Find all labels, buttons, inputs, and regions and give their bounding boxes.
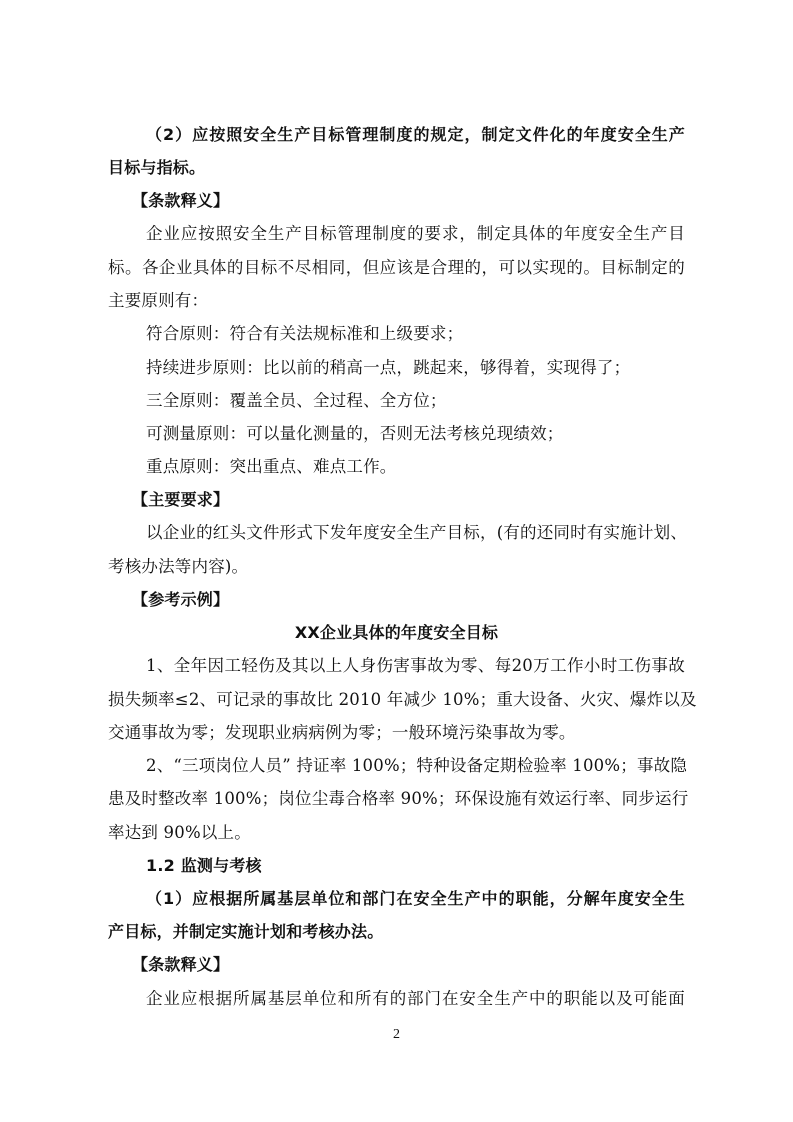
clause-1-line-2: 产目标，并制定实施计划和考核办法。: [108, 922, 384, 941]
interpretation-line-1: 企业应按照安全生产目标管理制度的要求，制定具体的年度安全生产目: [146, 224, 685, 243]
interpretation-heading: 【条款释义】: [132, 191, 230, 210]
interpretation-heading: 【条款释义】: [132, 955, 230, 974]
clause-1-line-1: （1）应根据所属基层单位和部门在安全生产中的职能，分解年度安全生: [146, 889, 685, 908]
requirements-heading: 【主要要求】: [132, 490, 230, 509]
interpretation-line: 企业应根据所属基层单位和所有的部门在安全生产中的职能以及可能面: [146, 989, 685, 1008]
example-item-2-line-2: 患及时整改率 100%；岗位尘毒合格率 90%；环保设施有效运行率、同步运行: [108, 789, 689, 808]
principle-item: 持续进步原则：比以前的稍高一点，跳起来，够得着，实现得了；: [146, 358, 631, 377]
clause-2-line-1: （2）应按照安全生产目标管理制度的规定，制定文件化的年度安全生产: [146, 125, 685, 144]
example-heading: 【参考示例】: [132, 590, 230, 609]
principle-item: 重点原则：突出重点、难点工作。: [146, 457, 397, 476]
example-title: XX企业具体的年度安全目标: [294, 623, 499, 642]
interpretation-line-3: 主要原则有：: [108, 291, 209, 310]
page-number: 2: [393, 1027, 400, 1042]
principle-item: 三全原则：覆盖全员、全过程、全方位；: [146, 391, 447, 410]
requirements-line-2: 考核办法等内容)。: [108, 557, 249, 576]
example-item-1-line-1: 1、全年因工轻伤及其以上人身伤害事故为零、每20万工作小时工伤事故: [146, 656, 685, 675]
interpretation-line-2: 标。各企业具体的目标不尽相同，但应该是合理的，可以实现的。目标制定的: [108, 258, 685, 277]
example-item-1-line-2: 损失频率≤2、可记录的事故比 2010 年减少 10%；重大设备、火灾、爆炸以及: [108, 690, 697, 709]
principle-item: 可测量原则：可以量化测量的，否则无法考核兑现绩效；: [146, 424, 564, 443]
requirements-line-1: 以企业的红头文件形式下发年度安全生产目标，(有的还同时有实施计划、: [146, 523, 688, 542]
section-heading: 1.2 监测与考核: [146, 856, 262, 875]
example-item-1-line-3: 交通事故为零；发现职业病病例为零；一般环境污染事故为零。: [108, 723, 576, 742]
example-item-2-line-1: 2、“三项岗位人员” 持证率 100%；特种设备定期检验率 100%；事故隐: [146, 756, 688, 775]
principle-item: 符合原则：符合有关法规标准和上级要求；: [146, 324, 464, 343]
clause-2-line-2: 目标与指标。: [108, 158, 206, 177]
example-item-2-line-3: 率达到 90%以上。: [108, 823, 251, 842]
